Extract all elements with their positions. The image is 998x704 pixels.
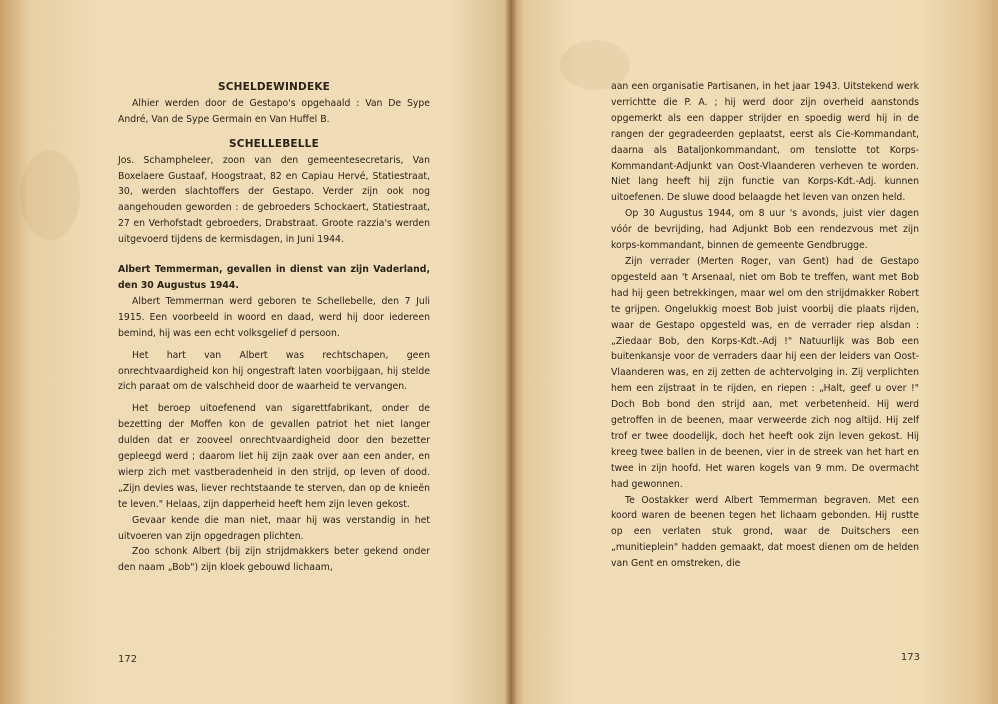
paragraph: Het hart van Albert was rechtschapen, geen onrechtvaardigheid kon hij ongestraft laten voorbijgaan, hij stelde zich paraat om de valschheid door de waarheid te vervangen.	[118, 349, 430, 393]
section-heading: SCHELLEBELLE	[229, 137, 319, 150]
paragraph: Op 30 Augustus 1944, om 8 uur 's avonds, juist vier dagen vóór de bevrijding, had Adjunkt Bob een rendezvous met zijn korps-kommandant, binnen de gemeente Gendbrugge.	[611, 208, 919, 252]
paragraph: Zijn verrader (Merten Roger, van Gent) had de Gestapo opgesteld aan 't Arsenaal, niet om Bob te treffen, want met Bob had hij geen betrekkingen, maar wel om den strijdmakker Robert te grijpen. Ongelukkig moest Bob juist voorbij die plaats rijden, waar de Gestapo opgesteld was, en de verrader riep alsdan : „Ziedaar Bob, den Korps-Kdt.-Adj !" Natuurlijk was Bob een buitenkansje voor de verraders daar hij een der leiders van Oost-Vlaanderen was, en zij zetten de achtervolging in. Zij verplichten hem een zijstraat in te rijden, en riepen : „Halt, geef u over !" Doch Bob bond den strijd aan, met verbetenheid. Hij werd getroffen in de beenen, maar verweerde zich nog altijd. Hij zelf trof er twee doodelijk, doch het heeft ook zijn leven gekost. Hij kreeg twee ballen in de beenen, vier in de streek van het hart en twee in zijn hoofd. Het waren kogels van 9 mm. De overmacht had gewonnen.	[611, 255, 919, 490]
right-page-text	[611, 79, 919, 572]
paragraph: Gevaar kende die man niet, maar hij was verstandig in het uitvoeren van zijn opgedragen plichten.	[118, 514, 430, 542]
section-heading: SCHELDEWINDEKE	[217, 81, 331, 93]
paragraph: aan een organisatie Partisanen, in het jaar 1943. Uitstekend werk verrichtte die P. A. ; hij werd door zijn overheid aanstonds opgemerkt als een dapper strijder en spoedig werd hij in de rangen der gegradeerden geplaatst, eerst als Cie-Kommandant, daarna als Bataljonkommandant, om tenslotte tot Korps-Kommandant-Adjunkt van Oost-Vlaanderen verheven te worden. Niet lang heeft hij zijn functie van Korps-Kdt.-Adj. kunnen uitoefenen. De sluwe dood belaagde het leven van onzen held.	[611, 81, 919, 204]
paragraph: Alhier werden door de Gestapo's opgehaald : Van De Sype André, Van de Sype Germain en Van Huffel B.	[118, 97, 430, 125]
left-page-text	[118, 80, 430, 576]
paragraph: Het beroep uitoefenend van sigarettfabrikant, onder de bezetting der Moffen kon de gevallen patriot het niet langer dulden dat er zooveel onrechtvaardigheid door den bezetter gepleegd werd ; daarom liet hij zijn zaak over aan een ander, en wierp zich met vastberadenheid in den strijd, op leven of dood. „Zijn devies was, liever rechtstaande te sterven, dan op de knieën te leven." Helaas, zijn dapperheid heeft hem zijn leven gekost.	[118, 403, 430, 510]
paragraph: Albert Temmerman werd geboren te Schellebelle, den 7 Juli 1915. Een voorbeeld in woord en daad, werd hij door iedereen bemind, hij was een echt volksgelief d persoon.	[118, 295, 430, 339]
page-number: 173	[900, 652, 920, 663]
paragraph: Jos. Schampheleer, zoon van den gemeentesecretaris, Van Boxelaere Gustaaf, Hoogstraat, 82 en Capiau Hervé, Statiestraat, 30, werden slachtoffers der Gestapo. Verder zijn ook nog aangehouden geworden : de gebroeders Schockaert, Statiestraat, 27 en Verhofstadt gebroeders, Drabstraat. Groote razzia's werden uitgevoerd tijdens de kermisdagen, in Juni 1944.	[118, 154, 430, 246]
paragraph: Zoo schonk Albert (bij zijn strijdmakkers beter gekend onder den naam „Bob") zijn kloek gebouwd lichaam,	[118, 546, 430, 574]
article-subheading: Albert Temmerman, gevallen in dienst van zijn Vaderland, den 30 Augustus 1944.	[118, 264, 430, 291]
paragraph: Te Oostakker werd Albert Temmerman begraven. Met een koord waren de beenen tegen het lichaam gebonden. Hij rustte op een verlaten stuk grond, waar de Duitschers een „munitieplein" hadden gemaakt, dat moest dienen om de helden van Gent en omstreken, die	[611, 494, 919, 570]
page-number: 172	[118, 654, 138, 665]
right-page	[515, 0, 998, 704]
